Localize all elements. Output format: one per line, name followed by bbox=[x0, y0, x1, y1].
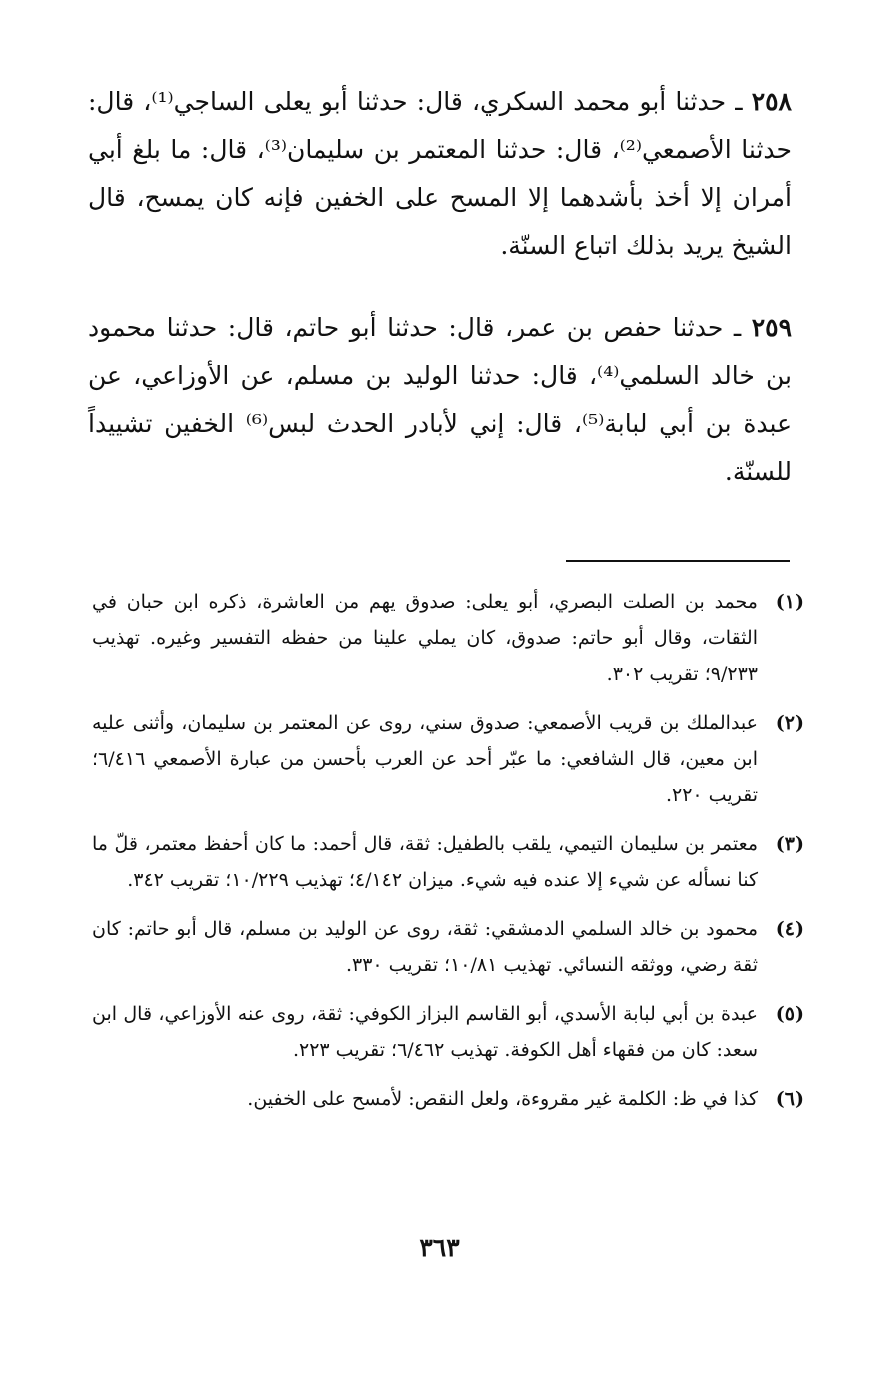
footnote-number: (٣) bbox=[775, 833, 804, 855]
footnote-number: (١) bbox=[775, 591, 804, 613]
entry-number: ٢٥٩ bbox=[751, 313, 793, 342]
entry-number: ٢٥٨ bbox=[751, 87, 792, 116]
footnote-number: (٦) bbox=[775, 1088, 804, 1110]
hadith-entry-258 bbox=[88, 78, 792, 270]
footnotes bbox=[92, 584, 804, 1130]
footnote-text: محمد بن الصلت البصري، أبو يعلى: صدوق يهم من العاشرة، ذكره ابن حبان في الثقات، وقال أبو حاتم: صدوق، كان يملي علينا من حفظه التفسير وغيره. تهذيب ٩/٢٣٣؛ تقريب ٣٠٢. bbox=[92, 591, 758, 685]
footnote-separator bbox=[566, 560, 790, 562]
footnote-text: عبدة بن أبي لبابة الأسدي، أبو القاسم البزاز الكوفي: ثقة، روى عنه الأوزاعي، قال ابن سعد: كان من فقهاء أهل الكوفة. تهذيب ٦/٤٦٢؛ تقريب ٢٢٣. bbox=[92, 1003, 758, 1061]
hadith-entry-259 bbox=[88, 304, 792, 496]
footnote-text: معتمر بن سليمان التيمي، يلقب بالطفيل: ثقة، قال أحمد: ما كان أحفظ معتمر، قلّ ما كنا نسأله عن شيء إلا عنده فيه شيء. ميزان ٤/١٤٢؛ تهذيب ١٠/٢٢٩؛ تقريب ٣٤٢. bbox=[92, 833, 758, 891]
footnote-2 bbox=[92, 705, 804, 813]
footnote-text: عبدالملك بن قريب الأصمعي: صدوق سني، روى عن المعتمر بن سليمان، وأثنى عليه ابن معين، قال الشافعي: ما عبّر أحد عن العرب بأحسن من عبارة الأصمعي ٦/٤١٦؛ تقريب ٢٢٠. bbox=[92, 712, 758, 806]
footnote-5 bbox=[92, 996, 804, 1068]
entry-text: ـ حدثنا حفص بن عمر، قال: حدثنا أبو حاتم، قال: حدثنا محمود بن خالد السلمي⁽⁴⁾، قال: حدثنا الوليد بن مسلم، عن الأوزاعي، عن عبدة بن أبي لبابة⁽⁵⁾، قال: إني لأبادر الحدث لبس⁽⁶⁾ الخفين تشييداً للسنّة. bbox=[88, 313, 793, 486]
footnote-text: كذا في ظ: الكلمة غير مقروءة، ولعل النقص: لأمسح على الخفين. bbox=[247, 1088, 758, 1110]
footnote-number: (٥) bbox=[775, 1003, 804, 1025]
entry-text: ـ حدثنا أبو محمد السكري، قال: حدثنا أبو يعلى الساجي⁽¹⁾، قال: حدثنا الأصمعي⁽²⁾، قال: حدثنا المعتمر بن سليمان⁽³⁾، قال: ما بلغ أبي أمران إلا أخذ بأشدهما إلا المسح على الخفين فإنه كان يمسح، قال الشيخ يريد بذلك اتباع السنّة. bbox=[88, 87, 792, 260]
footnote-3 bbox=[92, 826, 804, 898]
footnote-1 bbox=[92, 584, 804, 692]
footnote-6 bbox=[92, 1081, 804, 1117]
main-text bbox=[88, 78, 792, 496]
footnote-text: محمود بن خالد السلمي الدمشقي: ثقة، روى عن الوليد بن مسلم، قال أبو حاتم: كان ثقة رضي، ووثقه النسائي. تهذيب ١٠/٨١؛ تقريب ٣٣٠. bbox=[92, 918, 758, 976]
footnote-number: (٤) bbox=[775, 918, 804, 940]
footnote-4 bbox=[92, 911, 804, 983]
footnote-number: (٢) bbox=[775, 712, 804, 734]
page-number: ٣٦٣ bbox=[419, 1233, 460, 1262]
